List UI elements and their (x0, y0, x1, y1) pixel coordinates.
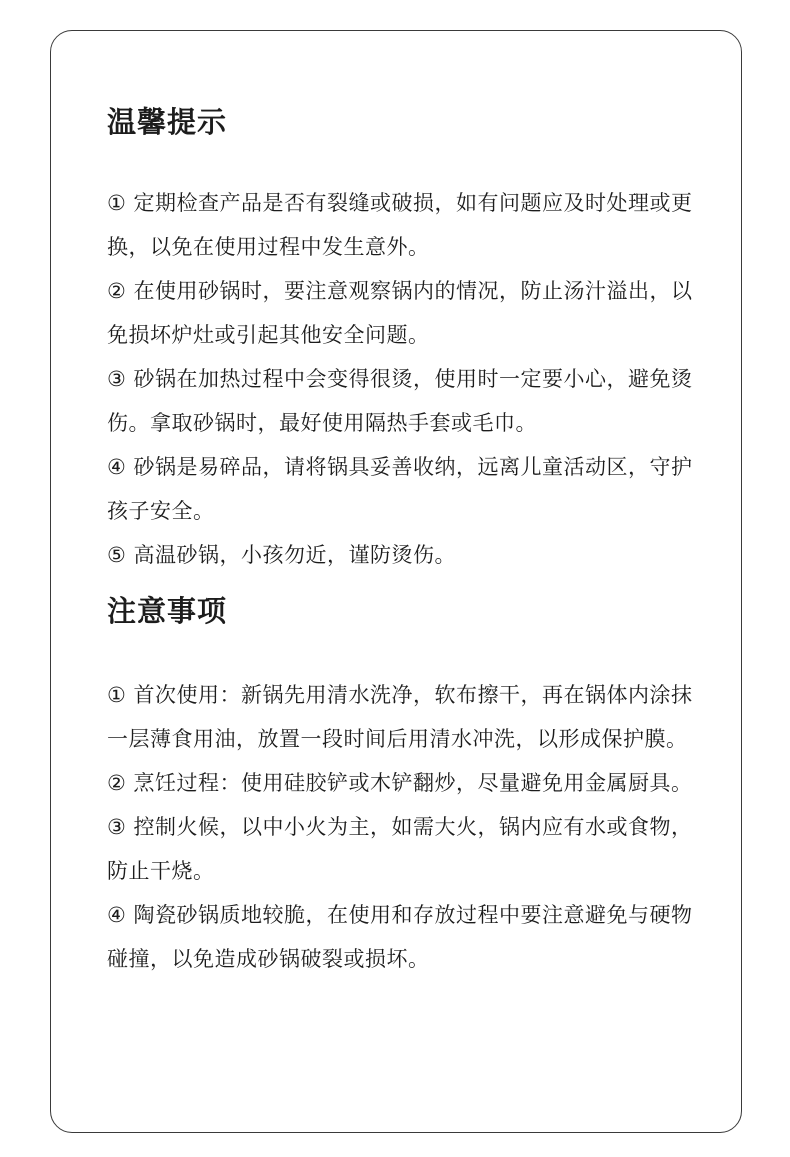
tip-item-5: ⑤ 高温砂锅，小孩勿近，谨防烫伤。 (107, 543, 457, 567)
note-item-2: ② 烹饪过程：使用硅胶铲或木铲翻炒，尽量避免用金属厨具。 (107, 771, 693, 795)
tips-title: 温馨提示 (107, 105, 228, 139)
note-item-4: ④ 陶瓷砂锅质地较脆，在使用和存放过程中要注意避免与硬物碰撞，以免造成砂锅破裂或损坏。 (107, 903, 693, 971)
notes-title: 注意事项 (107, 594, 228, 628)
note-item-1: ① 首次使用：新锅先用清水洗净，软布擦干，再在锅体内涂抹一层薄食用油，放置一段时间后用清水冲洗，以形成保护膜。 (107, 683, 693, 751)
notice-card (50, 30, 742, 1133)
tips-section (107, 102, 697, 577)
tip-item-4: ④ 砂锅是易碎品，请将锅具妥善收纳，远离儿童活动区，守护孩子安全。 (107, 455, 693, 523)
notes-section (107, 591, 697, 981)
tip-item-2: ② 在使用砂锅时，要注意观察锅内的情况，防止汤汁溢出，以免损坏炉灶或引起其他安全问题。 (107, 279, 693, 347)
tips-list (107, 181, 697, 577)
note-item-3: ③ 控制火候，以中小火为主，如需大火，锅内应有水或食物，防止干烧。 (107, 815, 693, 883)
tip-item-3: ③ 砂锅在加热过程中会变得很烫，使用时一定要小心，避免烫伤。拿取砂锅时，最好使用隔热手套或毛巾。 (107, 367, 693, 435)
notes-list (107, 673, 697, 981)
tip-item-1: ① 定期检查产品是否有裂缝或破损，如有问题应及时处理或更换，以免在使用过程中发生意外。 (107, 191, 693, 259)
